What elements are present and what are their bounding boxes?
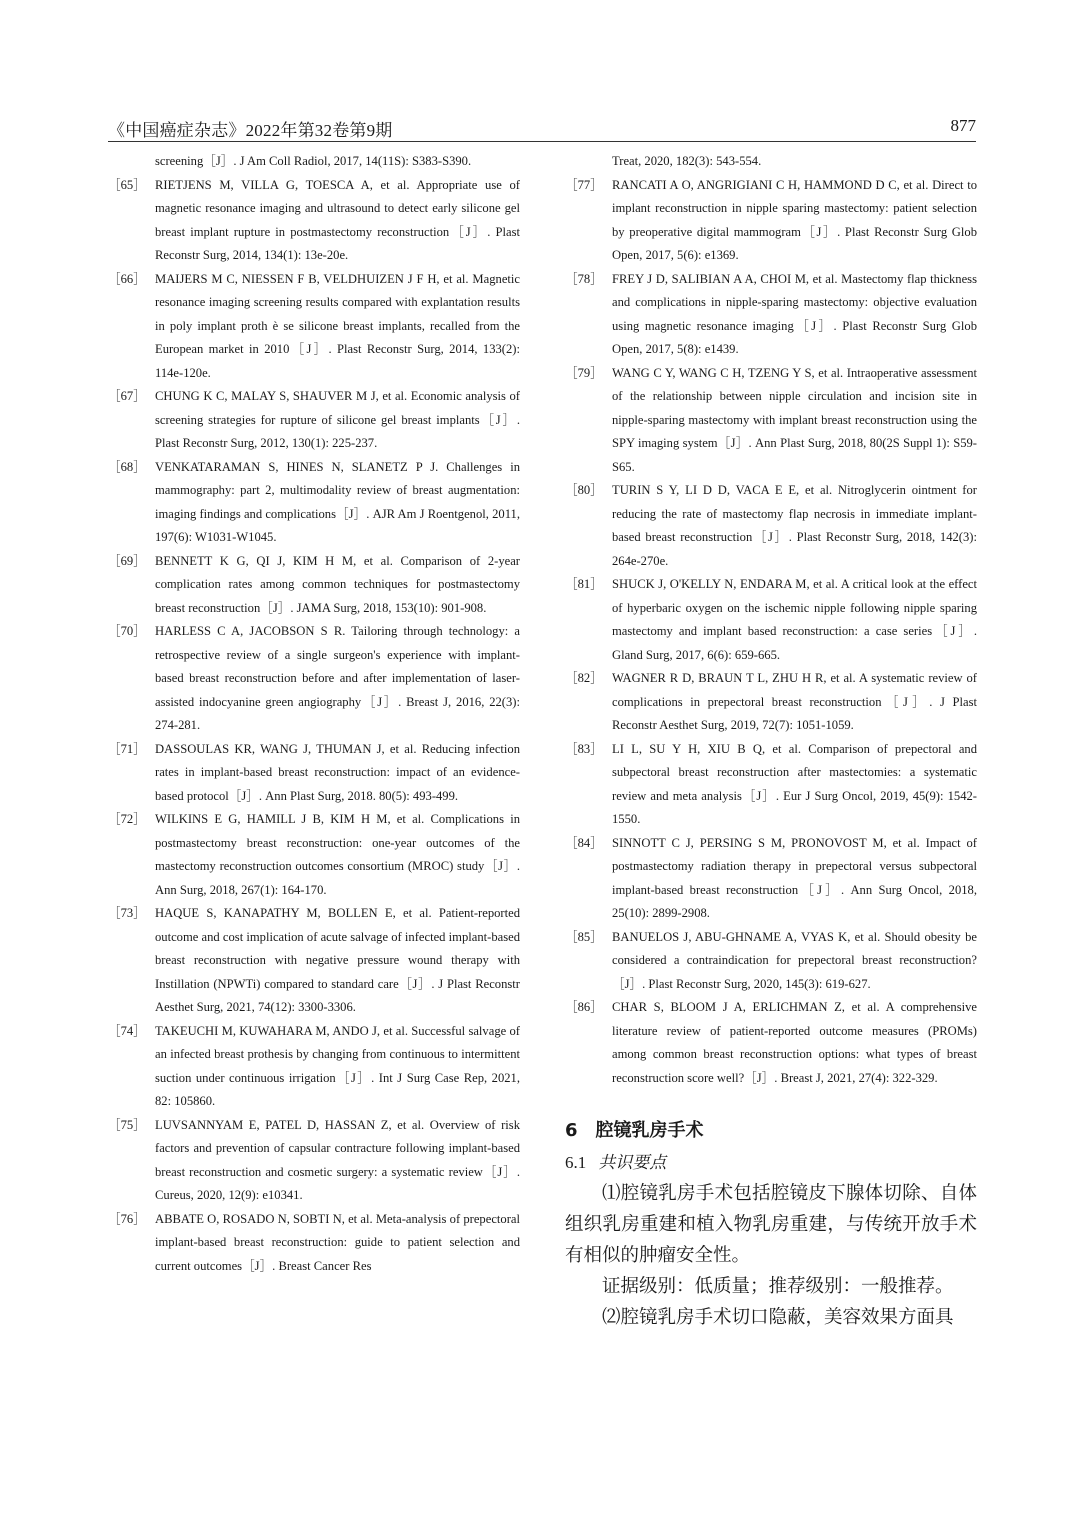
reference-71 [108,738,520,809]
left-column [108,150,520,1278]
reference-86 [565,996,977,1090]
reference-number: ［66］ [108,271,146,286]
reference-text: DASSOULAS KR, WANG J, THUMAN J, et al. Reducing infection rates in implant-based breast reconstruction: impact of an evidence-based protocol［J］. Ann Plast Surg, 2018. 80(5): 493-499. [155,741,520,803]
reference-number: ［86］ [565,1000,603,1014]
reference-number: ［77］ [565,177,603,192]
reference-number: ［80］ [565,483,603,497]
reference-text: WAGNER R D, BRAUN T L, ZHU H R, et al. A systematic review of complications in prepectoral breast reconstruction［J］. J Plast Reconstr Aesthet Surg, 2019, 72(7): 1051-1059. [612,671,977,732]
reference-number: ［78］ [565,271,603,286]
reference-number: ［74］ [108,1023,146,1038]
reference-76 [108,1208,520,1279]
reference-text: LI L, SU Y H, XIU B Q, et al. Comparison of prepectoral and subpectoral breast reconstruction after mastectomies: a systematic review and meta analysis［J］. Eur J Surg Oncol, 2019, 45(9): 1542-1550. [612,741,977,826]
body-paragraph: ⑴腔镜乳房手术包括腔镜皮下腺体切除、自体组织乳房重建和植入物乳房重建，与传统开放手术有相似的肿瘤安全性。 [565,1183,977,1266]
reference-text: SHUCK J, O'KELLY N, ENDARA M, et al. A critical look at the effect of hyperbaric oxygen on the ischemic nipple following nipple sparing mastectomy and implant based reconstruction: a case series［J］. Gland Surg, 2017, 6(6): 659-665. [612,577,977,662]
reference-number: ［70］ [108,624,146,638]
reference-text: HARLESS C A, JACOBSON S R. Tailoring through technology: a retrospective review of a single surgeon's experience with implant-based breast reconstruction before and after implementation of laser-assisted indocyanine green angiography［J］. Breast J, 2016, 22(3): 274-281. [155,624,520,732]
reference-text: TURIN S Y, LI D D, VACA E E, et al. Nitroglycerin ointment for reducing the rate of mastectomy flap necrosis in immediate implant-based breast reconstruction［J］. Plast Reconstr Surg, 2018, 142(3): 264e-270e. [612,483,977,568]
section-heading: 6 腔镜乳房手术 [565,1120,704,1141]
reference-78 [565,268,977,362]
reference-number: ［76］ [108,1211,146,1226]
reference-text: RIETJENS M, VILLA G, TOESCA A, et al. Appropriate use of magnetic resonance imaging and ultrasound to detect early silicone gel breast implant rupture in postmastectomy reconstruction［J］. Plast Reconstr Surg, 2014, 134(1): 13e-20e. [155,177,520,262]
subsection-number: 6.1 [565,1153,587,1172]
reference-text: BANUELOS J, ABU-GHNAME A, VYAS K, et al. Should obesity be considered a contraindication for prepectoral breast reconstruction?［J］. Plast Reconstr Surg, 2020, 145(3): 619-627. [612,929,977,991]
reference-text: LUVSANNYAM E, PATEL D, HASSAN Z, et al. Overview of risk factors and prevention of capsular contracture following implant-based breast reconstruction and cosmetic surgery: a systematic review［J］. Cureus, 2020, 12(9): e10341. [155,1117,520,1202]
reference-68 [108,456,520,550]
journal-title: 《中国癌症杂志》2022年第32卷第9期 [108,121,393,140]
reference-text: RANCATI A O, ANGRIGIANI C H, HAMMOND D C, et al. Direct to implant reconstruction in nipple sparing mastectomy: patient selection by preoperative digital mammogram［J］. Plast Reconstr Surg Glob Open, 2017, 5(6): e1369. [612,177,977,262]
reference-72 [108,808,520,902]
reference-number: ［81］ [565,577,603,591]
subsection-title: 共识要点 [598,1153,667,1172]
reference-number: ［71］ [108,741,146,756]
reference-number: ［75］ [108,1117,146,1132]
reference-70 [108,620,520,738]
reference-84 [565,832,977,926]
reference-81 [565,573,977,667]
right-column [565,150,977,1333]
reference-82 [565,667,977,738]
reference-79 [565,362,977,480]
reference-text: WILKINS E G, HAMILL J B, KIM H M, et al. Complications in postmastectomy breast reconstruction: one-year outcomes of the mastectomy reconstruction outcomes consortium (MROC) study［J］. Ann Surg, 2018, 267(1): 164-170. [155,812,520,897]
reference-text: CHUNG K C, MALAY S, SHAUVER M J, et al. Economic analysis of screening strategies for rupture of silicone gel breast implants［J］. Plast Reconstr Surg, 2012, 130(1): 225-237. [155,389,520,450]
reference-text: WANG C Y, WANG C H, TZENG Y S, et al. Intraoperative assessment of the relationship between nipple circulation and incision site in nipple-sparing mastectomy with implant breast reconstruction using the SPY imaging system［J］. Ann Plast Surg, 2018, 80(2S Suppl 1): S59-S65. [612,365,977,474]
reference-number: ［69］ [108,553,146,568]
body-paragraph: ⑵腔镜乳房手术切口隐蔽，美容效果方面具 [602,1307,954,1328]
reference-text: CHAR S, BLOOM J A, ERLICHMAN Z, et al. A comprehensive literature review of patient-reported outcome measures (PROMs) among common breast reconstruction options: what types of breast reconstruction score well?［J］. Breast J, 2021, 27(4): 322-329. [612,1000,977,1085]
reference-number: ［83］ [565,741,603,756]
reference-number: ［72］ [108,812,146,826]
reference-number: ［82］ [565,671,603,685]
reference-text: BENNETT K G, QI J, KIM H M, et al. Comparison of 2-year complication rates among common techniques for postmastectomy breast reconstruction［J］. JAMA Surg, 2018, 153(10): 901-908. [155,553,520,615]
reference-75 [108,1114,520,1208]
reference-continuation: Treat, 2020, 182(3): 543-554. [612,154,762,168]
header-rule [108,141,976,142]
body-paragraph: 证据级别：低质量；推荐级别：一般推荐。 [602,1276,954,1297]
reference-85 [565,926,977,997]
page-header [108,116,976,140]
reference-number: ［79］ [565,365,603,380]
reference-continuation: screening［J］. J Am Coll Radiol, 2017, 14(11S): S383-S390. [155,154,472,168]
reference-number: ［84］ [565,835,603,850]
reference-number: ［65］ [108,177,146,192]
reference-text: HAQUE S, KANAPATHY M, BOLLEN E, et al. Patient-reported outcome and cost implication of acute salvage of infected implant-based breast reconstruction with negative pressure wound therapy with Instillation (NPWTi) compared to standard care［J］. J Plast Reconstr Aesthet Surg, 2021, 74(12): 3300-3306. [155,906,520,1014]
reference-text: SINNOTT C J, PERSING S M, PRONOVOST M, et al. Impact of postmastectomy radiation therapy in prepectoral versus subpectoral implant-based breast reconstruction［J］. Ann Surg Oncol, 2018, 25(10): 2899-2908. [612,835,977,920]
reference-number: ［68］ [108,459,146,474]
reference-74 [108,1020,520,1114]
reference-number: ［67］ [108,389,146,403]
reference-69 [108,550,520,621]
reference-text: MAIJERS M C, NIESSEN F B, VELDHUIZEN J F H, et al. Magnetic resonance imaging screening results compared with explantation results in poly implant proth è se silicone breast implants, recalled from the European market in 2010［J］. Plast Reconstr Surg, 2014, 133(2): 114e-120e. [155,271,520,380]
reference-text: TAKEUCHI M, KUWAHARA M, ANDO J, et al. Successful salvage of an infected breast prothesis by changing from continuous to intermittent suction under continuous irrigation［J］. Int J Surg Case Rep, 2021, 82: 105860. [155,1023,520,1108]
reference-80 [565,479,977,573]
reference-text: ABBATE O, ROSADO N, SOBTI N, et al. Meta-analysis of prepectoral implant-based breast reconstruction: guide to patient selection and current outcomes［J］. Breast Cancer Res [155,1211,520,1273]
reference-text: FREY J D, SALIBIAN A A, CHOI M, et al. Mastectomy flap thickness and complications in nipple-sparing mastectomy: objective evaluation using magnetic resonance imaging［J］. Plast Reconstr Surg Glob Open, 2017, 5(8): e1439. [612,271,977,356]
reference-77 [565,174,977,268]
reference-67 [108,385,520,456]
page-number: 877 [950,116,976,135]
reference-65 [108,174,520,268]
reference-66 [108,268,520,386]
reference-number: ［73］ [108,906,146,920]
reference-83 [565,738,977,832]
reference-number: ［85］ [565,929,603,944]
subsection-heading [565,1148,977,1178]
reference-text: VENKATARAMAN S, HINES N, SLANETZ P J. Challenges in mammography: part 2, multimodality review of breast augmentation: imaging findings and complications［J］. AJR Am J Roentgenol, 2011, 197(6): W1031-W1045. [155,459,520,544]
reference-73 [108,902,520,1020]
